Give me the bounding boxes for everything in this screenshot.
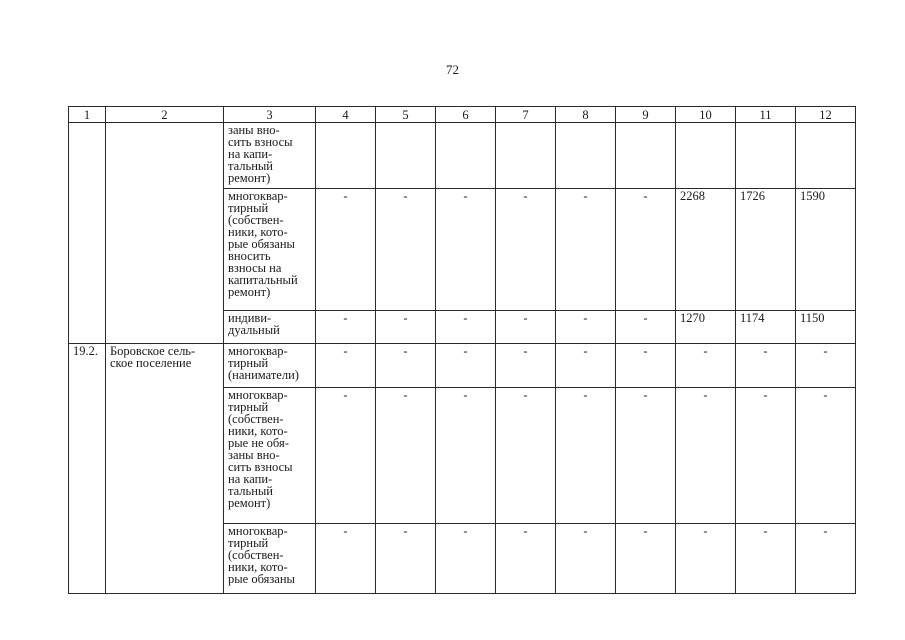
value-cell: -	[616, 524, 676, 594]
housing-type-cell: многоквар- тирный (собствен- ники, кото- рые не обя- заны вно- сить взносы на капи- тальный ремонт)	[224, 388, 316, 524]
value-cell: -	[556, 344, 616, 388]
column-header-12: 12	[796, 107, 856, 123]
value-cell: -	[316, 344, 376, 388]
housing-type-cell: многоквар- тирный (собствен- ники, кото- рые обязаны вносить взносы на капитальный ремонт)	[224, 189, 316, 311]
value-cell: -	[376, 311, 436, 344]
value-cell: -	[316, 524, 376, 594]
value-cell: -	[496, 189, 556, 311]
value-cell: -	[556, 189, 616, 311]
value-cell: -	[796, 524, 856, 594]
value-cell	[436, 123, 496, 189]
column-header-5: 5	[376, 107, 436, 123]
value-cell	[496, 123, 556, 189]
value-cell: -	[436, 388, 496, 524]
table-row	[69, 344, 856, 388]
settlement-name-cell	[106, 123, 224, 344]
value-cell: 2268	[676, 189, 736, 311]
value-cell: -	[676, 524, 736, 594]
value-cell: -	[616, 344, 676, 388]
column-header-9: 9	[616, 107, 676, 123]
value-cell	[796, 123, 856, 189]
value-cell: -	[496, 388, 556, 524]
value-cell: -	[316, 189, 376, 311]
value-cell: 1590	[796, 189, 856, 311]
value-cell	[376, 123, 436, 189]
column-header-10: 10	[676, 107, 736, 123]
value-cell	[616, 123, 676, 189]
column-header-8: 8	[556, 107, 616, 123]
value-cell: -	[376, 524, 436, 594]
value-cell: -	[736, 524, 796, 594]
value-cell: -	[616, 311, 676, 344]
row-number-cell: 19.2.	[69, 344, 106, 594]
value-cell: -	[556, 311, 616, 344]
value-cell: 1150	[796, 311, 856, 344]
value-cell: -	[736, 344, 796, 388]
column-header-2: 2	[106, 107, 224, 123]
value-cell	[736, 123, 796, 189]
value-cell	[556, 123, 616, 189]
table-header-row	[69, 107, 856, 123]
settlement-name-cell: Боровское сель- ское поселение	[106, 344, 224, 594]
value-cell: -	[556, 524, 616, 594]
column-header-7: 7	[496, 107, 556, 123]
value-cell: -	[496, 311, 556, 344]
value-cell: -	[436, 189, 496, 311]
value-cell	[676, 123, 736, 189]
tariff-table	[68, 106, 856, 594]
value-cell: -	[496, 344, 556, 388]
value-cell: -	[376, 388, 436, 524]
value-cell: -	[436, 311, 496, 344]
value-cell: 1726	[736, 189, 796, 311]
value-cell: -	[436, 344, 496, 388]
column-header-4: 4	[316, 107, 376, 123]
value-cell: -	[676, 344, 736, 388]
housing-type-cell: заны вно- сить взносы на капи- тальный ремонт)	[224, 123, 316, 189]
value-cell: -	[376, 344, 436, 388]
value-cell: 1174	[736, 311, 796, 344]
value-cell	[316, 123, 376, 189]
housing-type-cell: многоквар- тирный (собствен- ники, кото- рые обязаны	[224, 524, 316, 594]
housing-type-cell: индиви- дуальный	[224, 311, 316, 344]
value-cell: -	[316, 388, 376, 524]
value-cell: 1270	[676, 311, 736, 344]
row-number-cell	[69, 123, 106, 344]
column-header-3: 3	[224, 107, 316, 123]
value-cell: -	[616, 388, 676, 524]
value-cell: -	[376, 189, 436, 311]
value-cell: -	[616, 189, 676, 311]
value-cell: -	[796, 344, 856, 388]
column-header-6: 6	[436, 107, 496, 123]
table-row	[69, 123, 856, 189]
value-cell: -	[796, 388, 856, 524]
column-header-1: 1	[69, 107, 106, 123]
value-cell: -	[496, 524, 556, 594]
value-cell: -	[556, 388, 616, 524]
housing-type-cell: многоквар- тирный (наниматели)	[224, 344, 316, 388]
value-cell: -	[736, 388, 796, 524]
value-cell: -	[316, 311, 376, 344]
page-number: 72	[446, 62, 459, 77]
value-cell: -	[676, 388, 736, 524]
column-header-11: 11	[736, 107, 796, 123]
value-cell: -	[436, 524, 496, 594]
